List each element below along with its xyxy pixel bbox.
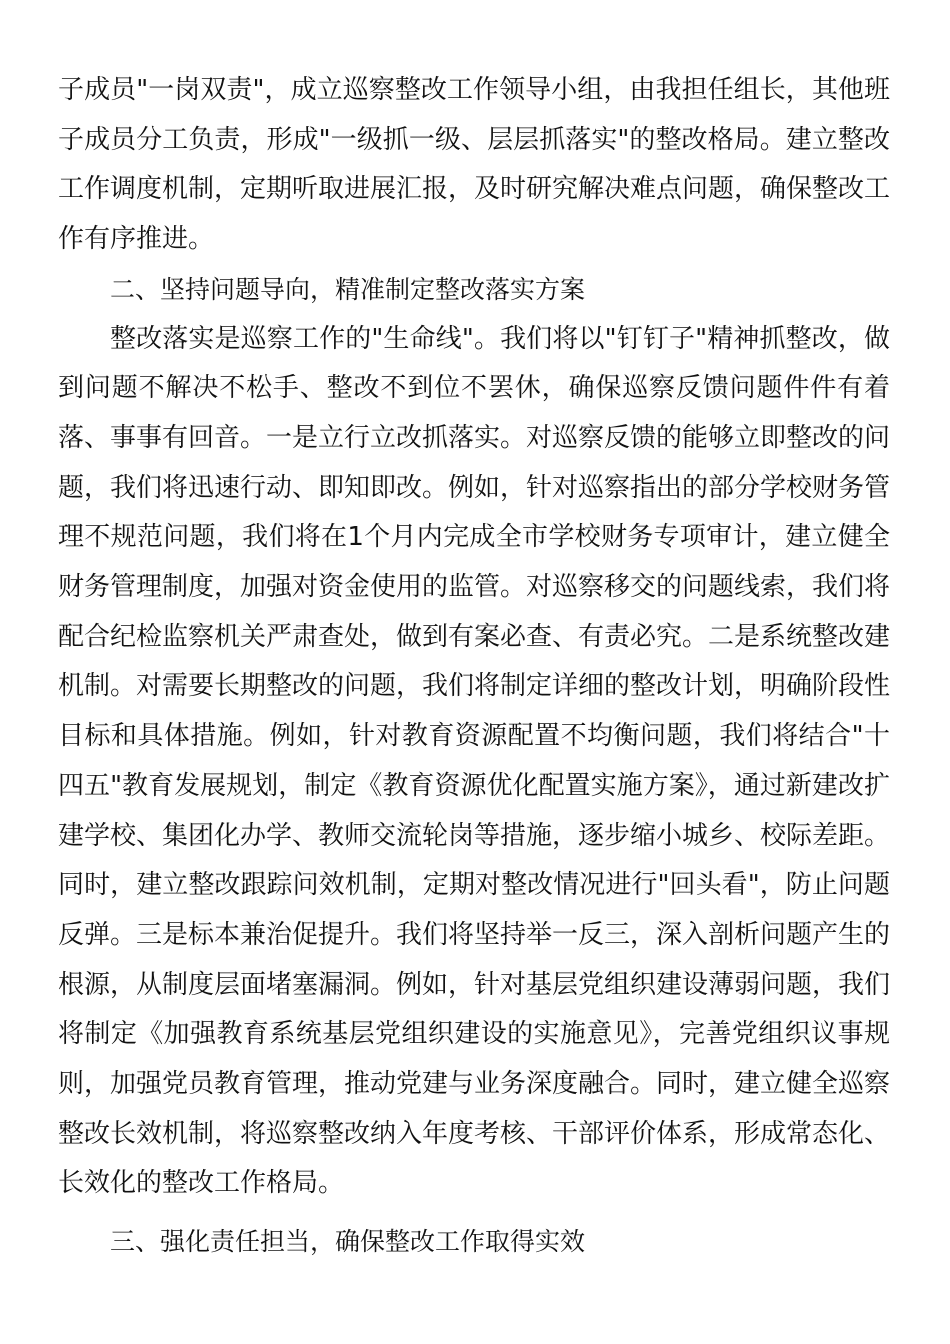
document-page: [58, 66, 890, 1267]
section-heading-3: 三、强化责任担当，确保整改工作取得实效: [110, 1227, 586, 1257]
paragraph-body: 整改落实是巡察工作的"生命线"。我们将以"钉钉子"精神抓整改，做到问题不解决不松手、整改不到位不罢休，确保巡察反馈问题件件有着落、事事有回音。一是立行立改抓落实。对巡察反馈的能够立即整改的问题，我们将迅速行动、即知即改。例如，针对巡察指出的部分学校财务管理不规范问题，我们将在1个月内完成全市学校财务专项审计，建立健全财务管理制度，加强对资金使用的监管。对巡察移交的问题线索，我们将配合纪检监察机关严肃查处，做到有案必查、有责必究。二是系统整改建机制。对需要长期整改的问题，我们将制定详细的整改计划，明确阶段性目标和具体措施。例如，针对教育资源配置不均衡问题，我们将结合"十四五"教育发展规划，制定《教育资源优化配置实施方案》，通过新建改扩建学校、集团化办学、教师交流轮岗等措施，逐步缩小城乡、校际差距。同时，建立整改跟踪问效机制，定期对整改情况进行"回头看"，防止问题反弹。三是标本兼治促提升。我们将坚持举一反三，深入剖析问题产生的根源，从制度层面堵塞漏洞。例如，针对基层党组织建设薄弱问题，我们将制定《加强教育系统基层党组织建设的实施意见》，完善党组织议事规则，加强党员教育管理，推动党建与业务深度融合。同时，建立健全巡察整改长效机制，将巡察整改纳入年度考核、干部评价体系，形成常态化、长效化的整改工作格局。: [58, 323, 891, 1199]
section-heading-2: 二、坚持问题导向，精准制定整改落实方案: [110, 274, 586, 304]
paragraph-continuation: 子成员"一岗双责"，成立巡察整改工作领导小组，由我担任组长，其他班子成员分工负责，形成"一级抓一级、层层抓落实"的整改格局。建立整改工作调度机制，定期听取进展汇报，及时研究解决难点问题，确保整改工作有序推进。: [58, 75, 891, 255]
